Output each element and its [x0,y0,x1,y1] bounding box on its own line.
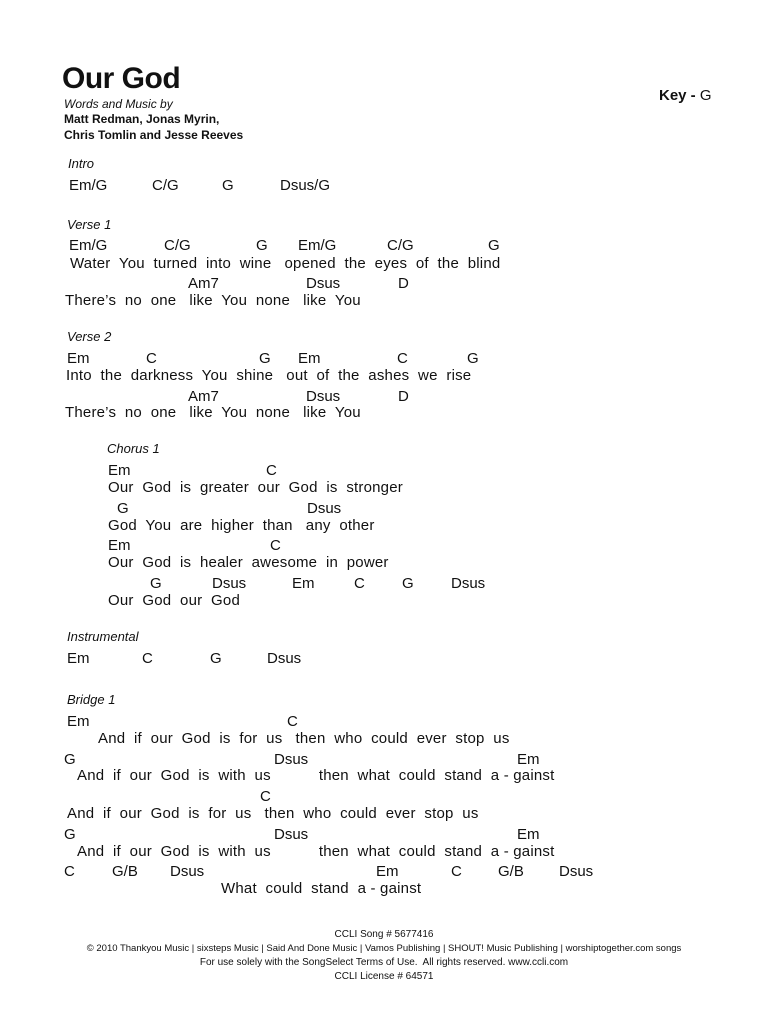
chord: Em [376,863,399,880]
chord: Dsus [559,863,594,880]
chord: G [488,237,500,254]
chord: Dsus [307,500,342,517]
chord: G [256,237,268,254]
chord: C/G [164,237,191,254]
chord: G [150,575,162,592]
section-verse-2: Verse 2 [67,329,112,344]
ccli-license: CCLI License # 64571 [334,971,434,982]
section-verse-1: Verse 1 [67,217,112,232]
chord: Dsus [451,575,486,592]
section-instrumental: Instrumental [67,629,139,644]
chord: C [64,863,75,880]
chord: Em [517,751,540,768]
ccli-song-number: CCLI Song # 5677416 [334,929,434,940]
chord: C [142,650,153,667]
lyric-line: There’s no one like You none like You [65,404,361,421]
chord: C [146,350,157,367]
lyric-line: God You are higher than any other [108,517,375,534]
chord: G [64,826,76,843]
lyric-line: Water You turned into wine opened the eyes of the blind [70,255,501,272]
chord: C [354,575,365,592]
key-label: Key - [659,87,696,104]
lyric-line: And if our God is for us then who could ever stop us [98,730,510,747]
chord: Em [67,713,90,730]
authors-line-2: Chris Tomlin and Jesse Reeves [64,128,244,142]
chord: Em [108,537,131,554]
chord: C [270,537,281,554]
chord: Em/G [69,177,108,194]
chord: Em [517,826,540,843]
chord: Em [67,650,90,667]
chord: C [451,863,462,880]
chord: G [210,650,222,667]
chord: C/G [152,177,179,194]
lyric-line: Our God is greater our God is stronger [108,479,403,496]
chord: D [398,388,409,405]
chord: C [260,788,271,805]
song-title: Our God [62,62,181,95]
chord: G [64,751,76,768]
authors-line-1: Matt Redman, Jonas Myrin, [64,112,220,126]
chord: Am7 [188,388,219,405]
chord: Em [67,350,90,367]
chord: Dsus [170,863,205,880]
chord: Em [298,350,321,367]
key-indicator [659,87,712,104]
chord: G [117,500,129,517]
chord: Em [292,575,315,592]
chord: G [467,350,479,367]
section-intro: Intro [68,156,95,171]
lyric-line: Into the darkness You shine out of the ashes we rise [66,367,472,384]
chord: Am7 [188,275,219,292]
copyright-line: © 2010 Thankyou Music | sixsteps Music | Said And Done Music | Vamos Publishing | SHOUT! Music Publishing | worshiptogether.com songs [86,943,682,954]
usage-line: For use solely with the SongSelect Terms of Use. All rights reserved. www.ccli.com [199,957,569,968]
chord: C [397,350,408,367]
chord: D [398,275,409,292]
chord: Dsus [306,275,341,292]
lyric-line: Our God is healer awesome in power [108,554,389,571]
section-chorus-1: Chorus 1 [107,441,160,456]
chord: C [266,462,277,479]
chord: G [259,350,271,367]
key-value: G [699,87,712,104]
lyric-line: And if our God is with us then what could stand a - gainst [77,767,555,784]
chord: Em [108,462,131,479]
credit-label: Words and Music by [64,97,173,111]
lyric-line: And if our God is with us then what could stand a - gainst [77,843,555,860]
lyric-line: Our God our God [108,592,240,609]
chord: Dsus [274,751,309,768]
chord: G/B [498,863,524,880]
chord: Dsus [306,388,341,405]
section-bridge-1: Bridge 1 [67,692,116,707]
chord: Dsus/G [280,177,331,194]
lyric-line: And if our God is for us then who could ever stop us [67,805,479,822]
chord: Em/G [298,237,337,254]
lyric-line: There’s no one like You none like You [65,292,361,309]
chord: G [402,575,414,592]
chord: G/B [112,863,138,880]
chord: Dsus [274,826,309,843]
chord: C [287,713,298,730]
chord: C/G [387,237,414,254]
chord: G [222,177,234,194]
chord: Dsus [267,650,302,667]
lyric-line: What could stand a - gainst [221,880,422,897]
chord: Em/G [69,237,108,254]
chord: Dsus [212,575,247,592]
